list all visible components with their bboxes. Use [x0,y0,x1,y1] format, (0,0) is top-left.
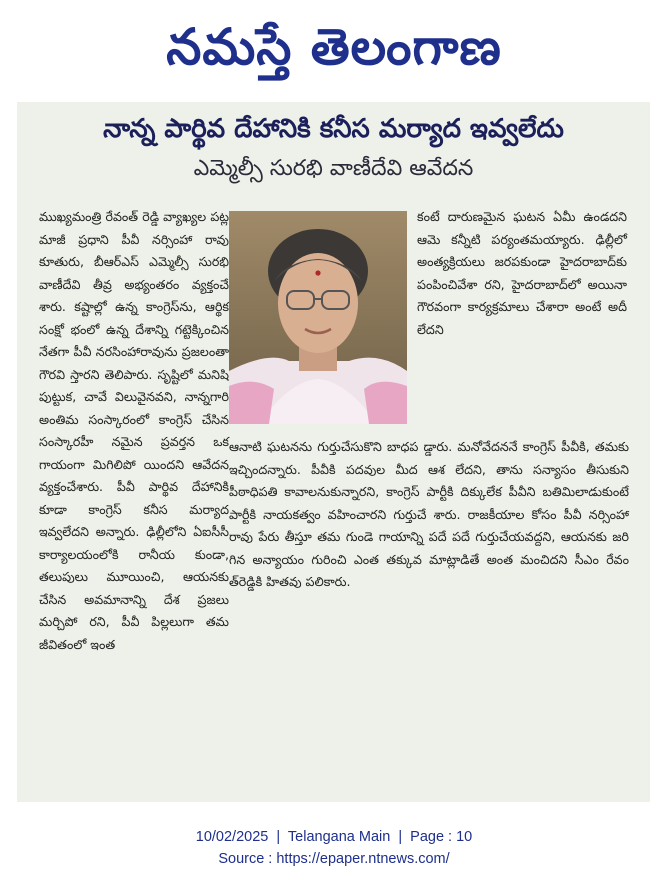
footer-separator: | [276,829,281,845]
footer-source: Source : https://epaper.ntnews.com/ [218,851,450,867]
footer-edition: Telangana Main [287,829,391,845]
article-column-left: ముఖ్యమంత్రి రేవంత్ రెడ్డి వ్యాఖ్యల పట్ల మాజీ ప్రధాని పీవీ నర్సింహా రావు కూతురు, బీఆర్ఎస్ ఎమ్మెల్సీ సురభి వాణీదేవి తీవ్ర అభ్యంతరం వ్యక్తంచే శారు. కష్టాల్లో ఉన్న కాంగ్రెస్‌ను, ఆర్థిక సంక్షో భంలో ఉన్న దేశాన్ని గట్టెక్కించిన నేతగా పీవీ నరసింహారావును ప్రజలంతా గౌరవి స్తారని తెలిపారు. సృష్టిలో మనిషి పుట్టుక, చావే విలువైనవని, నాన్నగారి అంతిమ సంస్కారంలో కాంగ్రెస్ చేసిన సంస్కారహీ నమైన ప్రవర్తన ఒక గాయంగా మిగిలిపో యిందని ఆవేదన వ్యక్తంచేశారు. పీవీ పార్థివ దేహానికి కూడా కాంగ్రెస్ కనీస మర్యాద ఇవ్వలేదని అన్నారు. ఢిల్లీలోని ఏఐసీసీ కార్యాలయంలోకి రానీయ కుండా, తలుపులు మూయించి, ఆయనకు చేసిన అవమానాన్ని దేశ ప్రజలు మర్చిపో రని, పీవీ పిల్లలుగా తమ జీవితంలో ఇంత [39,209,229,652]
footer-separator: | [398,829,403,845]
news-clipping [17,102,650,802]
article-subheadline: ఎమ్మెల్సీ సురభి వాణీదేవి ఆవేదన [193,156,474,181]
article-column-right: కంటే దారుణమైన ఘటన ఏమీ ఉండదని ఆమె కన్నీటి పర్యంతమయ్యారు. ఢిల్లీలో అంత్యక్రియలు జరపకుండా హైదరాబాద్‌కు పంపించివేశా రని, హైదరాబాద్‌లో అయినా గౌరవంగా కార్యక్రమాలు చేశారా అంటే అదీ లేదని [417,209,627,337]
newspaper-logo: నమస్తే తెలంగాణ [166,18,502,76]
article-column-bottom: ఆనాటి ఘటనను గుర్తుచేసుకొని బాధప డ్డారు. మనోవేదననే కాంగ్రెస్ పీవీకి, తమకు ఇచ్చిందన్నారు. పీవీకి పదవుల మీద ఆశ లేదని, తాను సన్యాసం తీసుకుని పీఠాధిపతి కావాలనుకున్నారని, కాంగ్రెస్ పార్టీకి దిక్కులేక పీవీని బతిమిలాడుకుంటే పార్టీకి నాయకత్వం వహించారని గుర్తుచే శారు. రాజకీయాల కోసం పీవీ నర్సింహా రావు పేరు తీస్తూ తమ గుండె గాయాన్ని పదే పదే గుర్తుచేయవద్దని, ఆయనకు జరి గిన అన్యాయం గురించి ఎంత తక్కువ మాట్లాడితే అంత మంచిదని సీఎం రేవం త్‌రెడ్డికి హితవు పలికారు. [229,439,629,589]
portrait-image [229,211,407,424]
footer-meta [0,826,668,848]
portrait-photo [229,211,407,424]
masthead [0,8,668,86]
article-headline: నాన్న పార్థివ దేహానికి కనీస మర్యాద ఇవ్వలేదు [103,114,564,144]
footer-page: Page : 10 [410,829,473,845]
page-footer [0,826,668,870]
footer-date: 10/02/2025 [195,829,269,845]
